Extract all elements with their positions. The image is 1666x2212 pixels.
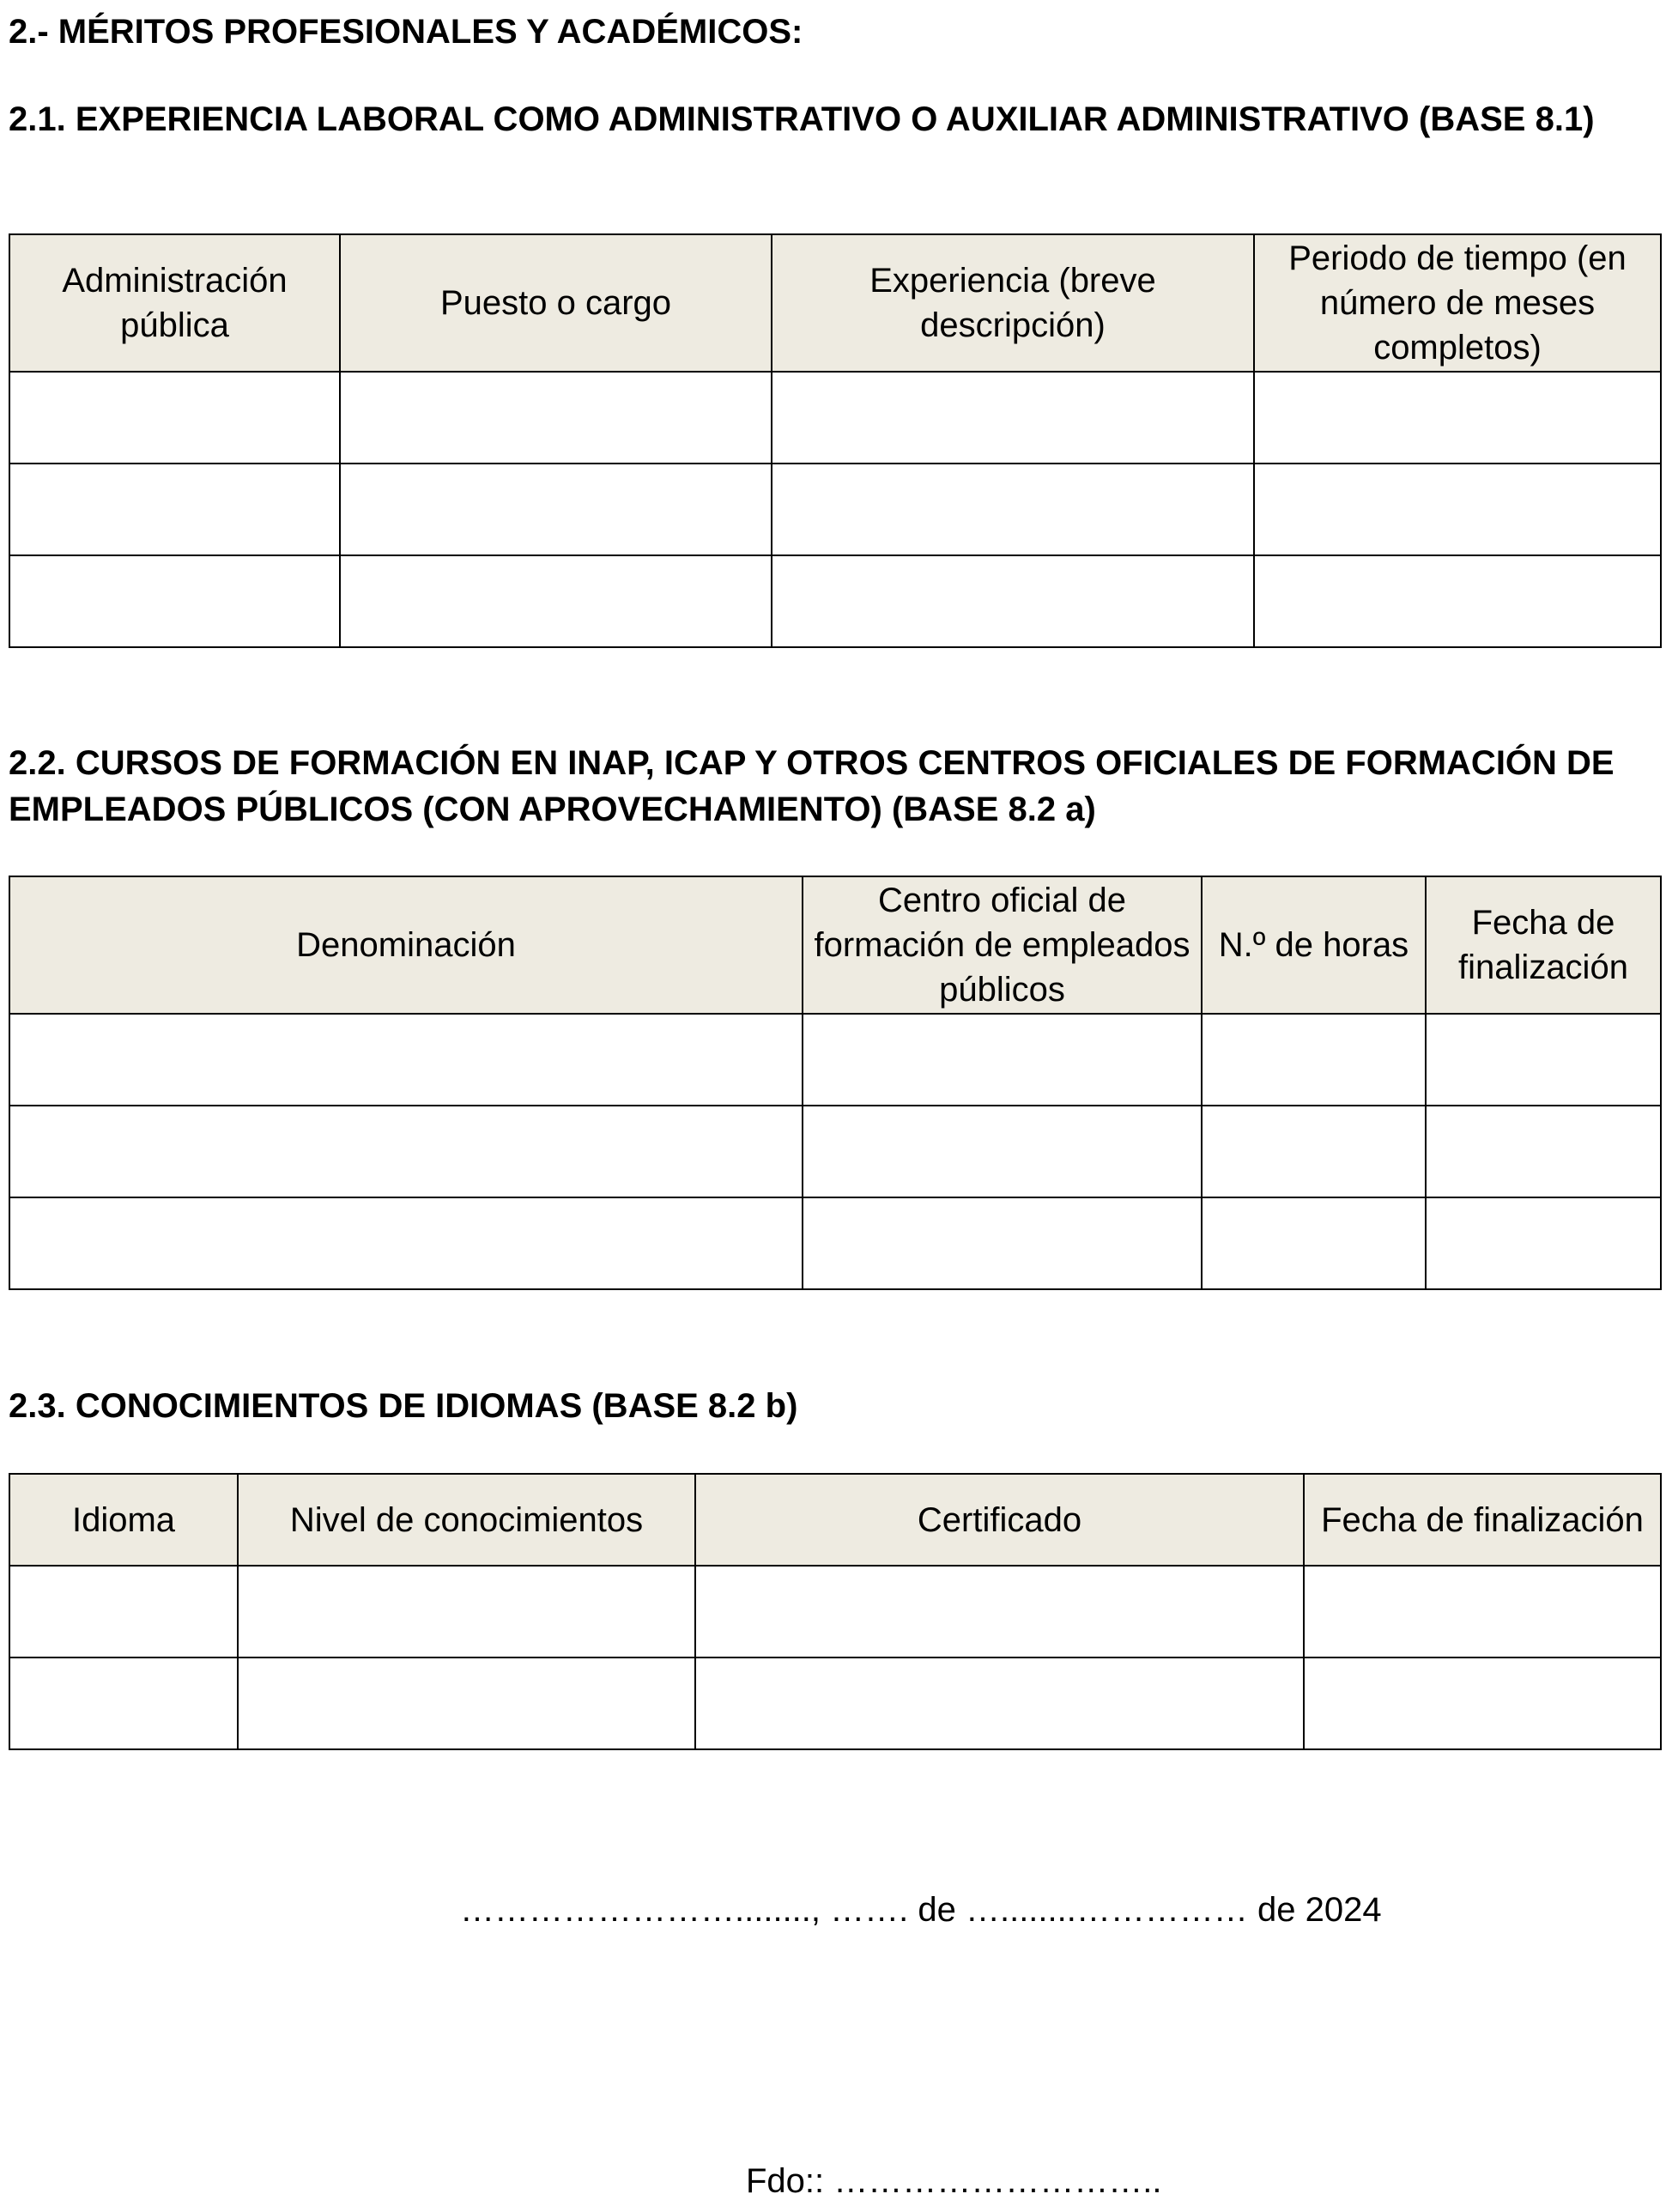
experience-heading: 2.1. EXPERIENCIA LABORAL COMO ADMINISTRATIVO O AUXILIAR ADMINISTRATIVO (BASE 8.1) xyxy=(9,100,1595,138)
table-cell[interactable] xyxy=(1202,1197,1426,1289)
table-cell[interactable] xyxy=(803,1014,1202,1106)
table-cell[interactable] xyxy=(9,1014,803,1106)
date-line: ……………………........, ……. de …........…………… de 2024 xyxy=(460,1891,1382,1929)
column-header: Administración pública xyxy=(9,234,340,372)
table-cell[interactable] xyxy=(1304,1566,1661,1657)
table-row xyxy=(9,1106,1661,1197)
courses-header-row xyxy=(9,876,1661,1014)
column-header: Periodo de tiempo (en número de meses completos) xyxy=(1254,234,1661,372)
table-cell[interactable] xyxy=(1254,555,1661,647)
column-header: Experiencia (breve descripción) xyxy=(772,234,1254,372)
table-cell[interactable] xyxy=(238,1566,695,1657)
column-header: Denominación xyxy=(9,876,803,1014)
table-cell[interactable] xyxy=(9,1566,238,1657)
table-cell[interactable] xyxy=(9,555,340,647)
table-cell[interactable] xyxy=(1426,1106,1661,1197)
table-cell[interactable] xyxy=(9,1106,803,1197)
table-cell[interactable] xyxy=(695,1566,1304,1657)
table-cell[interactable] xyxy=(1304,1657,1661,1749)
table-cell[interactable] xyxy=(1254,464,1661,555)
column-header: Fecha de finalización xyxy=(1304,1474,1661,1566)
table-cell[interactable] xyxy=(772,464,1254,555)
table-cell[interactable] xyxy=(340,372,772,464)
column-header: Centro oficial de formación de empleados públicos xyxy=(803,876,1202,1014)
table-cell[interactable] xyxy=(340,464,772,555)
table-cell[interactable] xyxy=(9,372,340,464)
column-header: N.º de horas xyxy=(1202,876,1426,1014)
table-row xyxy=(9,372,1661,464)
table-cell[interactable] xyxy=(340,555,772,647)
courses-heading: 2.2. CURSOS DE FORMACIÓN EN INAP, ICAP Y OTROS CENTROS OFICIALES DE FORMACIÓN DE EMPLEADOS PÚBLICOS (CON APROVECHAMIENTO) (BASE 8.2 a) xyxy=(9,744,1615,828)
table-row xyxy=(9,1014,1661,1106)
table-cell[interactable] xyxy=(1202,1014,1426,1106)
column-header: Certificado xyxy=(695,1474,1304,1566)
column-header: Nivel de conocimientos xyxy=(238,1474,695,1566)
table-cell[interactable] xyxy=(772,555,1254,647)
courses-table xyxy=(9,876,1662,1290)
table-row xyxy=(9,1657,1661,1749)
table-row xyxy=(9,464,1661,555)
experience-table xyxy=(9,233,1662,648)
table-cell[interactable] xyxy=(695,1657,1304,1749)
experience-header-row xyxy=(9,234,1661,372)
languages-heading: 2.3. CONOCIMIENTOS DE IDIOMAS (BASE 8.2 b) xyxy=(9,1387,798,1425)
table-cell[interactable] xyxy=(9,1197,803,1289)
table-row xyxy=(9,555,1661,647)
table-cell[interactable] xyxy=(772,372,1254,464)
table-cell[interactable] xyxy=(9,1657,238,1749)
table-cell[interactable] xyxy=(9,464,340,555)
table-row xyxy=(9,1197,1661,1289)
table-row xyxy=(9,1566,1661,1657)
column-header: Fecha de finalización xyxy=(1426,876,1661,1014)
section-title: 2.- MÉRITOS PROFESIONALES Y ACADÉMICOS: xyxy=(9,13,803,51)
table-cell[interactable] xyxy=(1202,1106,1426,1197)
signature-line: Fdo:: ……………………….. xyxy=(746,2162,1162,2200)
table-cell[interactable] xyxy=(1254,372,1661,464)
table-cell[interactable] xyxy=(1426,1197,1661,1289)
languages-table xyxy=(9,1473,1662,1750)
languages-header-row xyxy=(9,1474,1661,1566)
column-header: Puesto o cargo xyxy=(340,234,772,372)
table-cell[interactable] xyxy=(803,1106,1202,1197)
table-cell[interactable] xyxy=(238,1657,695,1749)
table-cell[interactable] xyxy=(1426,1014,1661,1106)
column-header: Idioma xyxy=(9,1474,238,1566)
table-cell[interactable] xyxy=(803,1197,1202,1289)
